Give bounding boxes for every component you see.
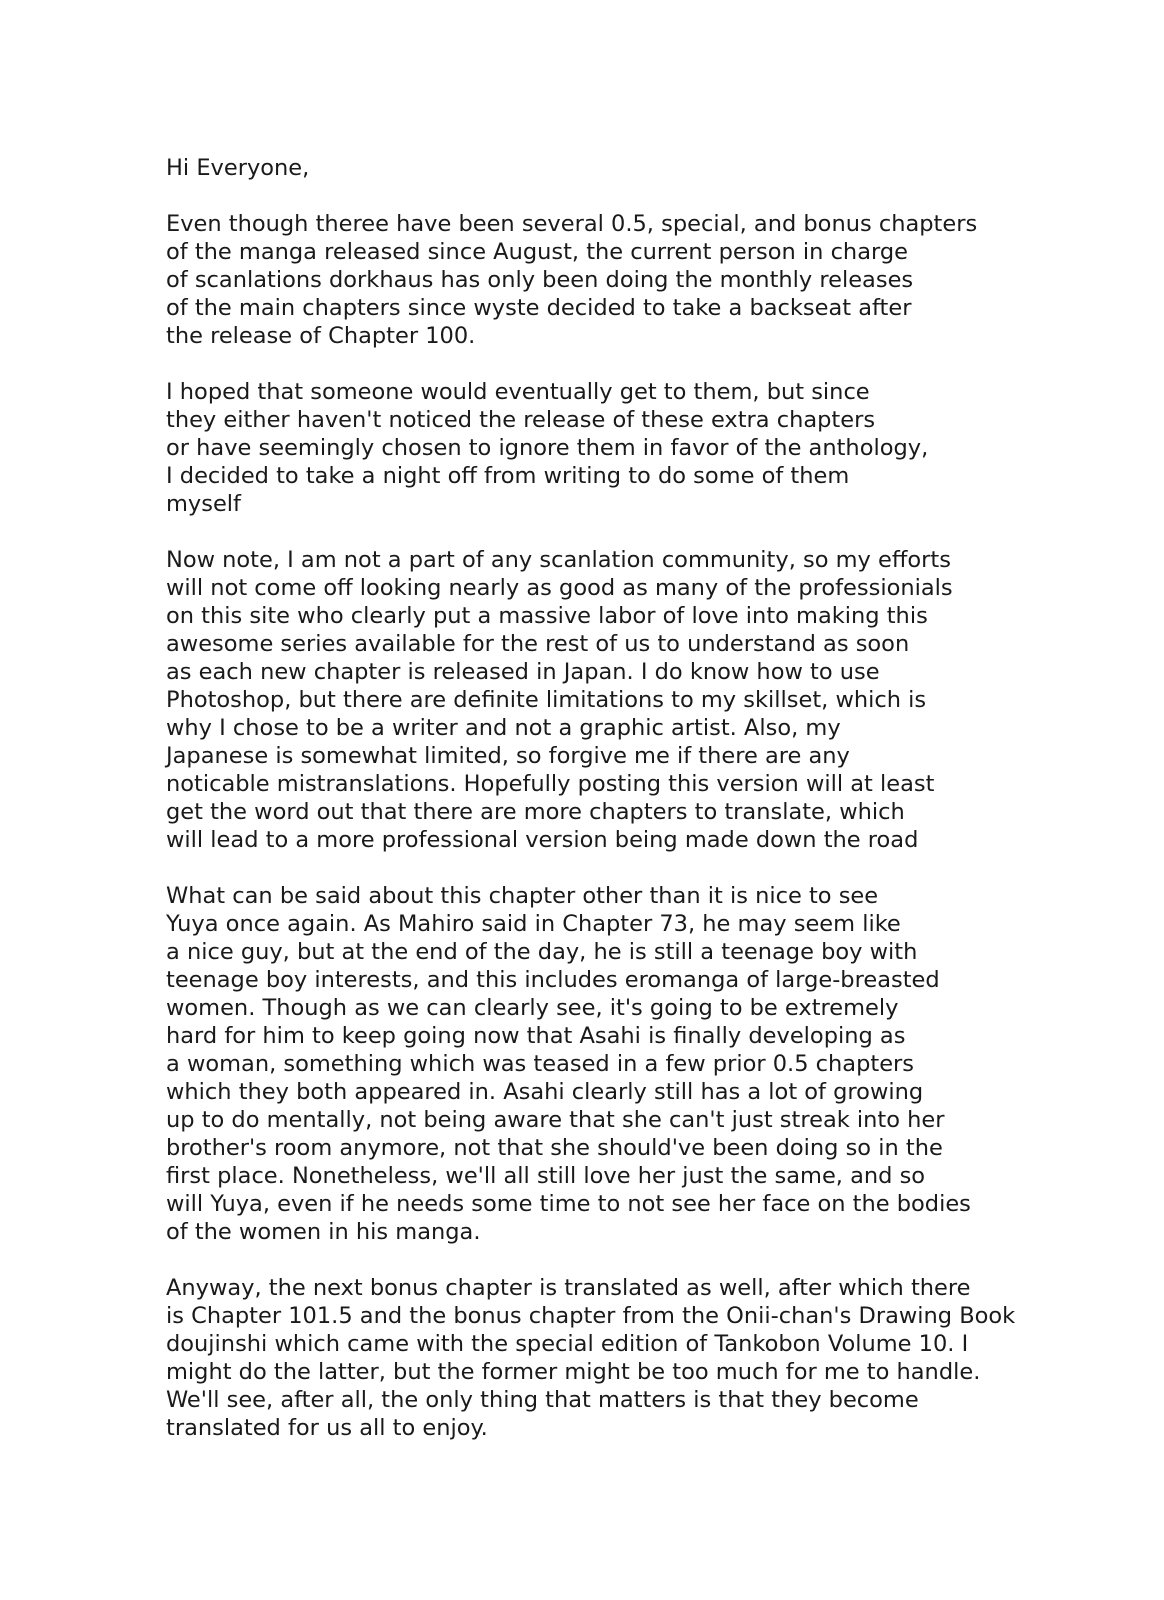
text-line: or have seemingly chosen to ignore them in favor of the anthology, [166,435,929,461]
text-line: why I chose to be a writer and not a graphic artist. Also, my [166,715,841,741]
text-line: noticable mistranslations. Hopefully posting this version will at least [166,771,935,797]
text-line: teenage boy interests, and this includes eromanga of large-breasted [166,967,940,993]
text-line: which they both appeared in. Asahi clearly still has a lot of growing [166,1079,924,1105]
text-line: they either haven't noticed the release of these extra chapters [166,407,876,433]
text-line: Photoshop, but there are definite limitations to my skillset, which is [166,687,927,713]
text-line: What can be said about this chapter other than it is nice to see [166,883,879,909]
text-line: a woman, something which was teased in a few prior 0.5 chapters [166,1051,915,1077]
text-line: Now note, I am not a part of any scanlation community, so my efforts [166,547,951,573]
text-line: of scanlations dorkhaus has only been doing the monthly releases [166,267,914,293]
text-line: as each new chapter is released in Japan. I do know how to use [166,659,880,685]
text-line: myself [166,491,241,517]
text-line: Anyway, the next bonus chapter is translated as well, after which there [166,1275,971,1301]
paragraph [166,1274,1126,1442]
paragraph [166,210,1126,350]
text-line: Even though theree have been several 0.5, special, and bonus chapters [166,211,978,237]
paragraph [166,378,1126,518]
text-line: of the women in his manga. [166,1219,481,1245]
text-line: of the main chapters since wyste decided to take a backseat after [166,295,912,321]
text-line: up to do mentally, not being aware that she can't just streak into her [166,1107,945,1133]
greeting-line: Hi Everyone, [166,155,310,181]
paragraph [166,546,1126,854]
text-line: hard for him to keep going now that Asahi is finally developing as [166,1023,906,1049]
text-line: Japanese is somewhat limited, so forgive me if there are any [166,743,850,769]
text-line: brother's room anymore, not that she should've been doing so in the [166,1135,943,1161]
letter-body [166,154,1126,1442]
text-line: doujinshi which came with the special edition of Tankobon Volume 10. I [166,1331,969,1357]
text-line: awesome series available for the rest of us to understand as soon [166,631,910,657]
text-line: of the manga released since August, the current person in charge [166,239,908,265]
text-line: will lead to a more professional version being made down the road [166,827,919,853]
text-line: I decided to take a night off from writing to do some of them [166,463,850,489]
text-line: get the word out that there are more chapters to translate, which [166,799,905,825]
text-line: women. Though as we can clearly see, it's going to be extremely [166,995,899,1021]
text-line: a nice guy, but at the end of the day, he is still a teenage boy with [166,939,918,965]
text-line: will Yuya, even if he needs some time to not see her face on the bodies [166,1191,971,1217]
text-line: might do the latter, but the former might be too much for me to handle. [166,1359,981,1385]
text-line: is Chapter 101.5 and the bonus chapter from the Onii-chan's Drawing Book [166,1303,1016,1329]
text-line: translated for us all to enjoy. [166,1415,488,1441]
text-line: I hoped that someone would eventually get to them, but since [166,379,870,405]
letter-paragraphs [166,210,1126,1442]
text-line: on this site who clearly put a massive labor of love into making this [166,603,928,629]
text-line: will not come off looking nearly as good as many of the professionials [166,575,953,601]
text-line: first place. Nonetheless, we'll all still love her just the same, and so [166,1163,926,1189]
text-line: the release of Chapter 100. [166,323,476,349]
greeting-paragraph [166,154,1126,182]
text-line: Yuya once again. As Mahiro said in Chapter 73, he may seem like [166,911,901,937]
paragraph [166,882,1126,1246]
text-line: We'll see, after all, the only thing that matters is that they become [166,1387,919,1413]
